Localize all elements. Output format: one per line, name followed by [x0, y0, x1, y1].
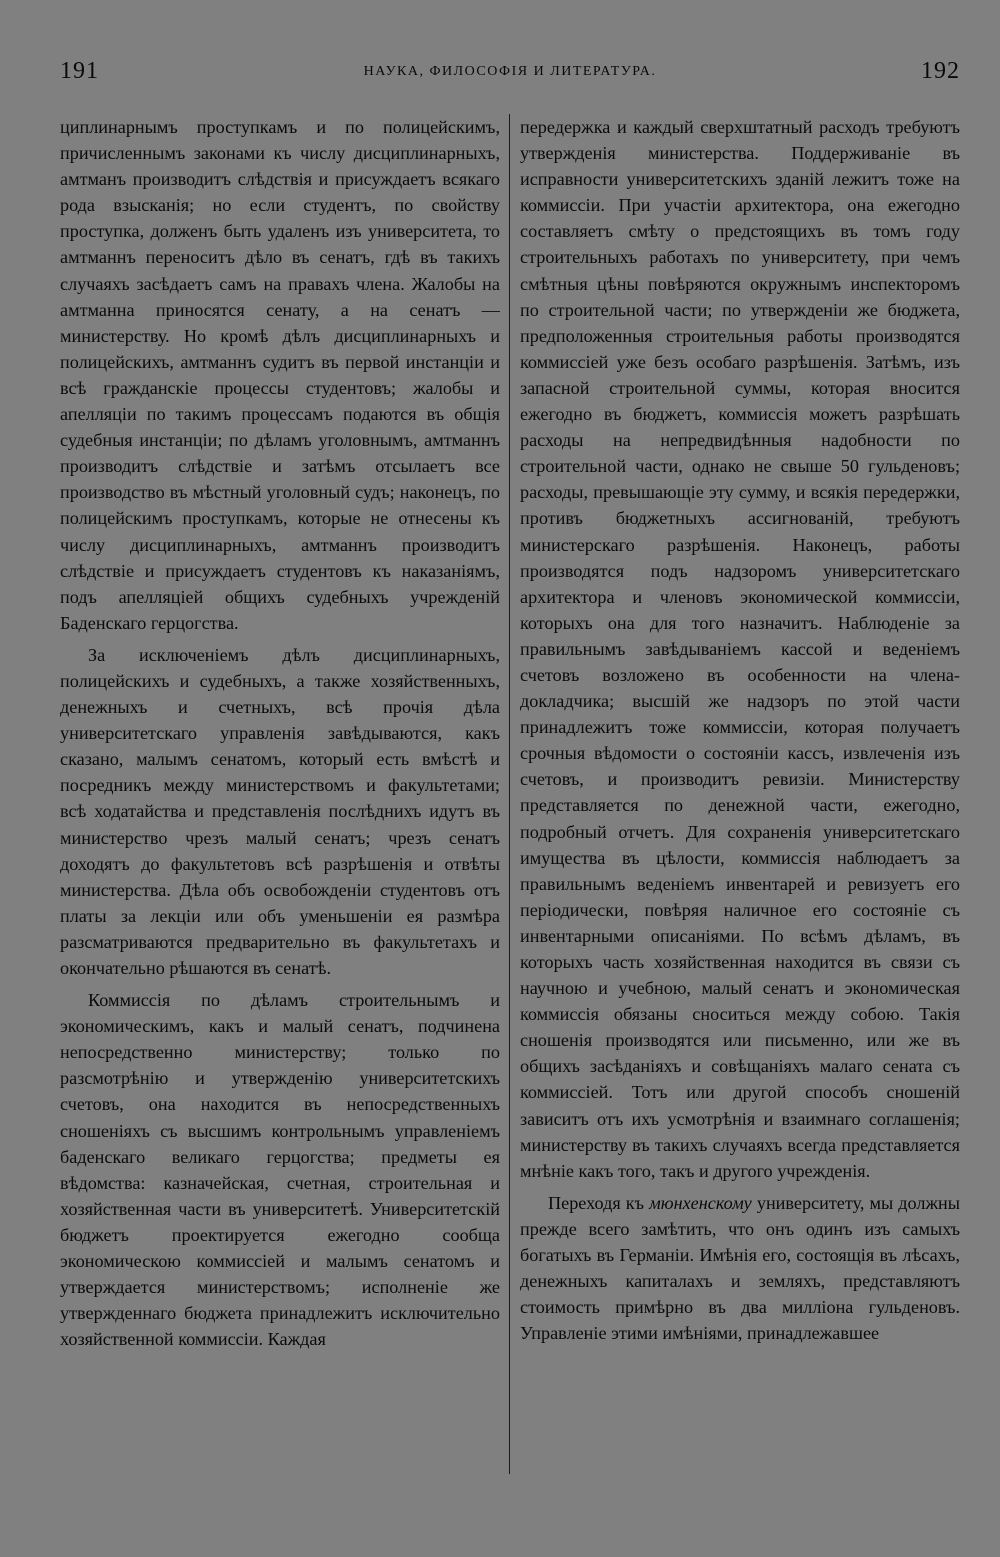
left-column	[60, 114, 500, 1352]
paragraph: циплинарнымъ проступкамъ и по полицейскимъ, причисленнымъ законами къ числу дисциплинарныхъ, амтманъ производитъ слѣдствія и присуждаетъ всякаго рода взысканія; но если студентъ, по свойству проступка, долженъ быть удаленъ изъ университета, то амтманнъ переноситъ дѣло въ сенатъ, гдѣ въ такихъ случаяхъ засѣдаетъ самъ на правахъ члена. Жалобы на амтманна приносятся сенату, а на сенатъ — министерству. Но кромѣ дѣлъ дисциплинарныхъ и полицейскихъ, амтманнъ судитъ въ первой инстанціи и всѣ гражданскіе процессы студентовъ; жалобы и апелляціи по такимъ процессамъ подаются въ общія судебныя инстанціи; по дѣламъ уголовнымъ, амтманнъ производитъ слѣдствіе и затѣмъ отсылаетъ все производство въ мѣстный уголовный судъ; наконецъ, по полицейскимъ проступкамъ, которые не отнесены къ числу дисциплинарныхъ, амтманнъ производитъ слѣдствіе и присуждаетъ студентовъ къ наказаніямъ, подъ апелляціей общихъ судебныхъ учрежденій Баденскаго герцогства.	[60, 117, 500, 633]
column-divider	[509, 114, 510, 1474]
paragraph: Коммиссія по дѣламъ строительнымъ и экономическимъ, какъ и малый сенатъ, подчинена непосредственно министерству; только по разсмотрѣнію и утвержденію университетскихъ счетовъ, она находится въ непосредственныхъ сношеніяхъ съ высшимъ контрольнымъ управленіемъ баденскаго великаго герцогства; предметы ея вѣдомства: казначейская, счетная, строительная и хозяйственная части въ университетѣ. Университетскій бюджетъ проектируется ежегодно сообща экономическою коммиссіей и малымъ сенатомъ и утверждается министерствомъ; исполненіе же утвержденнаго бюджета принадлежитъ исключительно хозяйственной коммиссіи. Каждая	[60, 990, 500, 1350]
right-column	[520, 114, 960, 1346]
page-number-left: 191	[60, 58, 99, 84]
running-title: НАУКА, ФИЛОСОФІЯ И ЛИТЕРАТУРА.	[363, 64, 657, 79]
paragraph-text: Переходя къ	[548, 1192, 645, 1213]
paragraph	[520, 1190, 960, 1347]
italic-word: мюнхенскому	[649, 1192, 752, 1213]
page-number-right: 192	[921, 58, 960, 84]
paragraph: передержка и каждый сверхштатный расходъ требуютъ утвержденія министерства. Поддерживаніе въ исправности университетскихъ зданій лежитъ тоже на коммиссіи. При участіи архитектора, она ежегодно составляетъ смѣту о предстоящихъ въ томъ году строительныхъ работахъ по университету, при чемъ смѣтныя цѣны повѣряются окружнымъ инспекторомъ по строительной части; по утвержденіи же бюджета, предположенныя строительныя работы производятся коммиссіей уже безъ особаго разрѣшенія. Затѣмъ, изъ запасной строительной суммы, которая вносится ежегодно въ бюджетъ, коммиссія можетъ разрѣшать расходы на непредвидѣнныя надобности по строительной части, однако не свыше 50 гульденовъ; расходы, превышающіе эту сумму, и всякія передержки, противъ бюджетныхъ ассигнованій, требуютъ министерскаго разрѣшенія. Наконецъ, работы производятся подъ надзоромъ университетскаго архитектора и членовъ экономической коммиссіи, которыхъ она для того назначитъ. Наблюденіе за правильнымъ завѣдываніемъ кассой и веденіемъ счетовъ возложено въ особенности на члена-докладчика; высшій же надзоръ по этой части принадлежитъ тоже коммиссіи, которая получаетъ срочныя вѣдомости о состояніи кассъ, извлеченія изъ счетовъ, и производитъ ревизіи. Министерству представляется по денежной части, ежегодно, подробный отчетъ. Для сохраненія университетскаго имущества въ цѣлости, коммиссія наблюдаетъ за правильнымъ веденіемъ инвентарей и ревизуетъ его періодически, повѣряя наличное его состояніе съ инвентарными описаніями. По всѣмъ дѣламъ, въ которыхъ часть хозяйственная находится въ связи съ научною и учебною, малый сенатъ и экономическая коммиссія обязаны сноситься между собою. Такія сношенія производятся или письменно, или же въ общихъ засѣданіяхъ и совѣщаніяхъ малаго сената съ коммиссіей. Тотъ или другой способъ сношеній зависитъ отъ ихъ усмотрѣнія и взаимнаго соглашенія; министерству въ такихъ случаяхъ всегда представляется мнѣніе какъ того, такъ и другого учрежденія.	[520, 117, 960, 1181]
page-header	[60, 58, 960, 94]
paragraph-text: университету, мы должны прежде всего замѣтить, что онъ одинъ изъ самыхъ богатыхъ въ Германіи. Имѣнія его, состоящія въ лѣсахъ, денежныхъ капиталахъ и земляхъ, представляютъ стоимость примѣрно въ два милліона гульденовъ. Управленіе этими имѣніями, принадлежавшее	[520, 1192, 961, 1344]
paragraph: За исключеніемъ дѣлъ дисциплинарныхъ, полицейскихъ и судебныхъ, а также хозяйственныхъ, денежныхъ и счетныхъ, всѣ прочія дѣла университетскаго управленія завѣдываются, какъ сказано, малымъ сенатомъ, который есть вмѣстѣ и посредникъ между министерствомъ и факультетами; всѣ ходатайства и представленія послѣднихъ идутъ въ министерство чрезъ малый сенатъ; чрезъ сенатъ доходятъ до факультетовъ всѣ разрѣшенія и отвѣты министерства. Дѣла объ освобожденіи студентовъ отъ платы за лекціи или объ уменьшеніи ея размѣра разсматриваются предварительно въ факультетахъ и окончательно рѣшаются въ сенатѣ.	[60, 644, 500, 978]
